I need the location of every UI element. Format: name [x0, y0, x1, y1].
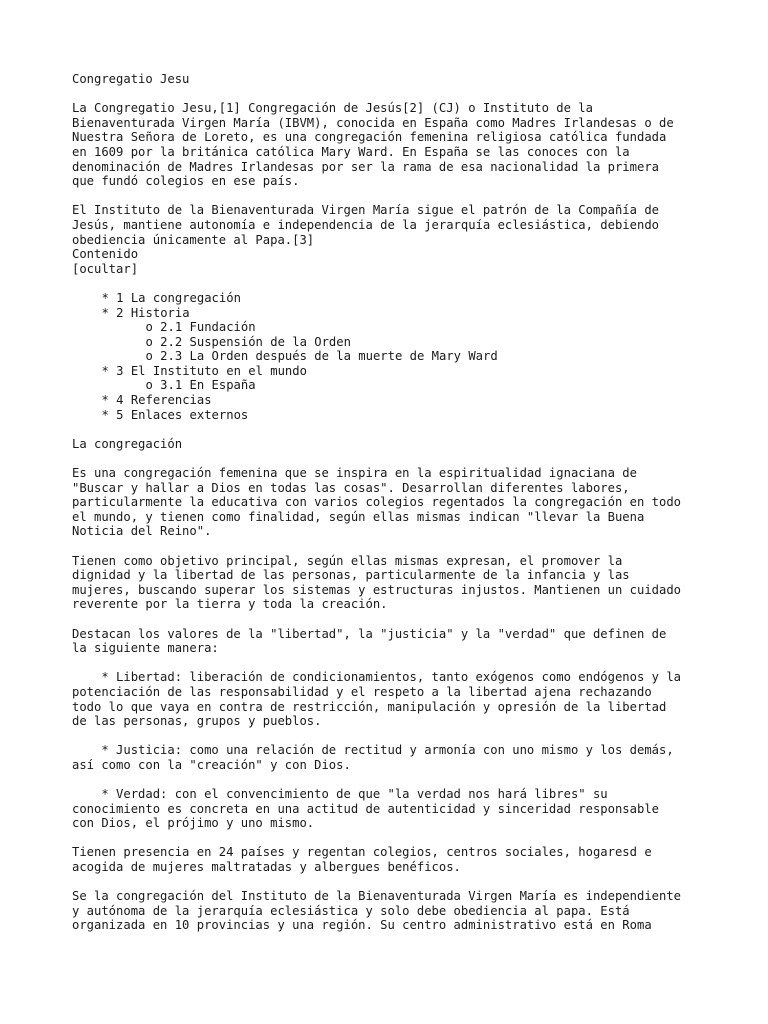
- section-paragraph: [72, 889, 712, 933]
- section-paragraph: [72, 466, 712, 539]
- spacer: [72, 87, 712, 102]
- text-line: * Verdad: con el convencimiento de que "la verdad nos hará libres" su: [72, 787, 608, 802]
- text-line: Tienen como objetivo principal, según ellas mismas expresan, el promover la: [72, 553, 623, 568]
- text-line: obediencia únicamente al Papa.[3]: [72, 232, 315, 247]
- text-line: * Justicia: como una relación de rectitud y armonía con uno mismo y los demás,: [72, 743, 674, 758]
- toc-item-referencias[interactable]: * 4 Referencias: [101, 393, 212, 408]
- text-line: en 1609 por la británica católica Mary Ward. En España se las conoces con la: [72, 144, 630, 159]
- spacer: [72, 189, 712, 204]
- toc-toggle-link[interactable]: [ocultar]: [72, 261, 139, 276]
- intro-paragraph-2: [72, 203, 712, 247]
- spacer: [72, 831, 712, 846]
- text-line: Bienaventurada Virgen María (IBVM), conocida en España como Madres Irlandesas o de: [72, 115, 674, 130]
- text-line: La Congregatio Jesu,[1] Congregación de Jesús[2] (CJ) o Instituto de la: [72, 101, 593, 116]
- text-line: Noticia del Reino".: [72, 524, 212, 539]
- text-line: reverente por la tierra y toda la creación.: [72, 597, 388, 612]
- text-line: Destacan los valores de la "libertad", la "justicia" y la "verdad" que definen de: [72, 626, 667, 641]
- section-paragraph: [72, 627, 712, 656]
- spacer: [72, 875, 712, 890]
- text-line: Nuestra Señora de Loreto, es una congregación femenina religiosa católica fundada: [72, 130, 667, 145]
- toc-item-fundacion[interactable]: o 2.1 Fundación: [145, 320, 256, 335]
- text-line: acogida de mujeres maltratadas y albergues benéficos.: [72, 860, 461, 875]
- spacer: [72, 773, 712, 788]
- text-line: denominación de Madres Irlandesas por ser la rama de esa nacionalidad la primera: [72, 159, 659, 174]
- text-line: todo lo que vaya en contra de restricción, manipulación y opresión de la libertad: [72, 699, 667, 714]
- intro-paragraph-1: [72, 101, 712, 189]
- spacer: [72, 612, 712, 627]
- value-item-libertad: [72, 670, 712, 728]
- section-paragraph: [72, 845, 712, 874]
- text-line: El Instituto de la Bienaventurada Virgen María sigue el patrón de la Compañía de: [72, 203, 659, 218]
- document-page: [72, 72, 712, 933]
- text-line: particularmente la educativa con varios colegios regentados la congregación en todo: [72, 495, 682, 510]
- text-line: Jesús, mantiene autonomía e independencia de la jerarquía eclesiástica, debiendo: [72, 217, 659, 232]
- table-of-contents: [72, 247, 712, 422]
- text-line: * Libertad: liberación de condicionamientos, tanto exógenos como endógenos y la: [72, 670, 682, 685]
- text-line: así como con la "creación" y con Dios.: [72, 757, 351, 772]
- toc-item-enlaces-externos[interactable]: * 5 Enlaces externos: [101, 407, 249, 422]
- toc-item-suspension[interactable]: o 2.2 Suspensión de la Orden: [145, 334, 351, 349]
- toc-item-la-congregacion[interactable]: * 1 La congregación: [101, 290, 241, 305]
- text-line: mujeres, buscando superar los sistemas y estructuras injustos. Mantienen un cuidado: [72, 582, 682, 597]
- section-heading: La congregación: [72, 436, 183, 451]
- text-line: de las personas, grupos y pueblos.: [72, 714, 322, 729]
- toc-item-en-espana[interactable]: o 3.1 En España: [145, 378, 256, 393]
- text-line: y autónoma de la jerarquía eclesiástica y solo debe obediencia al papa. Está: [72, 903, 630, 918]
- value-item-justicia: [72, 743, 712, 772]
- spacer: [72, 422, 712, 437]
- toc-item-historia[interactable]: * 2 Historia: [101, 305, 190, 320]
- text-line: el mundo, y tienen como finalidad, según ellas mismas indican "llevar la Buena: [72, 509, 645, 524]
- spacer: [72, 656, 712, 671]
- text-line: conocimiento es concreta en una actitud de autenticidad y sinceridad responsable: [72, 801, 659, 816]
- toc-item-orden-despues[interactable]: o 2.3 La Orden después de la muerte de Mary Ward: [145, 349, 498, 364]
- text-line: "Buscar y hallar a Dios en todas las cosas". Desarrollan diferentes labores,: [72, 480, 630, 495]
- toc-item-instituto-mundo[interactable]: * 3 El Instituto en el mundo: [101, 363, 307, 378]
- spacer: [72, 729, 712, 744]
- text-line: con Dios, el prójimo y uno mismo.: [72, 816, 315, 831]
- text-line: Tienen presencia en 24 países y regentan colegios, centros sociales, hogaresd e: [72, 845, 652, 860]
- text-line: que fundó colegios en ese país.: [72, 174, 300, 189]
- value-item-verdad: [72, 787, 712, 831]
- toc-heading: Contenido: [72, 247, 139, 262]
- spacer: [72, 539, 712, 554]
- text-line: potenciación de las responsabilidad y el respeto a la libertad ajena rechazando: [72, 684, 652, 699]
- spacer: [72, 451, 712, 466]
- text-line: Es una congregación femenina que se inspira en la espiritualidad ignaciana de: [72, 466, 637, 481]
- text-line: la siguiente manera:: [72, 641, 219, 656]
- text-line: Se la congregación del Instituto de la Bienaventurada Virgen María es independiente: [72, 889, 682, 904]
- text-line: organizada en 10 provincias y una región. Su centro administrativo está en Roma: [72, 918, 652, 933]
- document-title: Congregatio Jesu: [72, 72, 190, 86]
- spacer: [72, 276, 712, 291]
- text-line: dignidad y la libertad de las personas, particularmente de la infancia y las: [72, 568, 630, 583]
- section-paragraph: [72, 554, 712, 612]
